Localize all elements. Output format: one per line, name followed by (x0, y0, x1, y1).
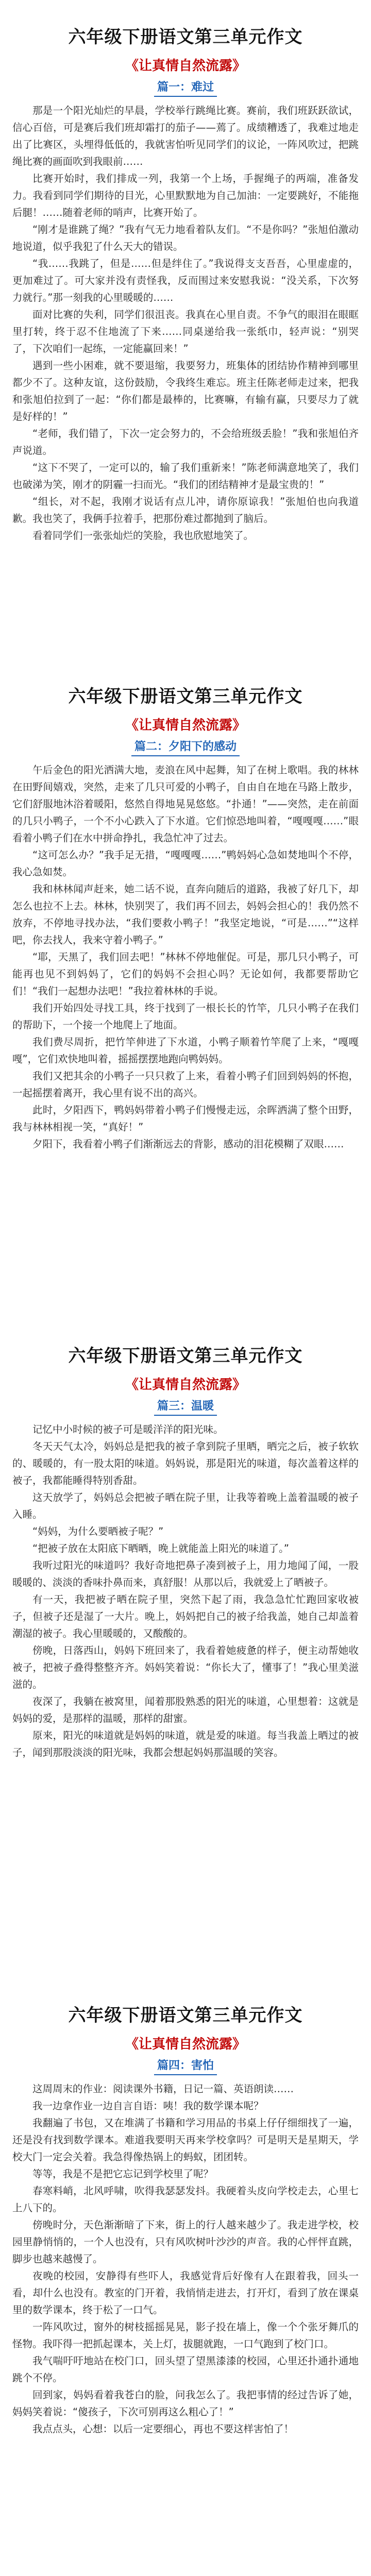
essay-paragraph: 我和林林闻声赶来，她二话不说，直奔向随后的道路，我被了好几下，却怎么也拉不上去。林林，快别哭了，我们再不回去，妈妈会担心的！我仍然不放弃，不停地寻找办法，“我们要救小鸭子！”我坚定地说，“可是……”“这样吧，你去找人，我来守着小鸭子。” (12, 883, 359, 946)
essay-paragraph: 我翻遍了书包，又在堆满了书籍和学习用品的书桌上仔仔细细找了一遍，还是没有找到数学课本。难道我要明天再来学校拿吗？可是明天是星期天，学校大门一定会关着。我急得像热锅上的蚂蚁，团团转。 (12, 2117, 359, 2163)
essay-paragraph: 回到家，妈妈看着我苍白的脸，问我怎么了。我把事情的经过告诉了她，妈妈笑着说：“傻孩子，下次可别再这么粗心了！” (12, 2389, 359, 2418)
essay-paragraph: 我气喘吁吁地站在校门口，回头望了望黑漆漆的校园，心里还扑通扑通地跳个不停。 (12, 2355, 359, 2384)
essay-paragraph: 夜晚的校园，安静得有些吓人，我感觉背后好像有人在跟着我，回头一看，却什么也没有。教室的门开着，我悄悄走进去，打开灯，看到了放在课桌里的数学课本，终于松了一口气。 (12, 2270, 359, 2316)
essay-paragraph: 此时，夕阳西下，鸭妈妈带着小鸭子们慢慢走远，余晖洒满了整个田野，我与林林相视一笑，“真好！” (12, 1104, 359, 1133)
essay-paragraph: 我听过阳光的味道吗？我好奇地把鼻子凑到被子上，用力地闻了闻，一股暖暖的、淡淡的香味扑鼻而来，真舒服！从那以后，我就爱上了晒被子。 (12, 1560, 359, 1588)
essay-subtitle: 篇一：难过 (154, 78, 217, 97)
essay-paragraph: 这天放学了，妈妈总会把被子晒在院子里，让我等着晚上盖着温暖的被子入睡。 (12, 1492, 359, 1520)
essay-paragraph: 那是一个阳光灿烂的早晨，学校举行跳绳比赛。赛前，我们班跃跃欲试，信心百倍，可是赛后我们班却霜打的茄子——蔫了。成绩糟透了，我难过地走出了比赛区，头埋得低低的，我就害怕听见同学们的议论，一阵风吹过，把跳绳比赛的画面吹到我眼前…… (12, 105, 359, 167)
essay-subtitle-wrap (12, 1397, 359, 1416)
essay-paragraph: 夜深了，我躺在被窝里，闻着那股熟悉的阳光的味道，心里想着：这就是妈妈的爱，是那样的温暖，那样的甜蜜。 (12, 1696, 359, 1724)
essay-paragraph: 原来，阳光的味道就是妈妈的味道，就是爱的味道。每当我盖上晒过的被子，闻到那股淡淡的阳光味，我都会想起妈妈那温暖的笑容。 (12, 1730, 359, 1758)
essay-title: 六年级下册语文第三单元作文 (68, 2005, 303, 2026)
essay-subtitle: 篇二：夕阳下的感动 (131, 738, 240, 756)
essay-paragraph: “这可怎么办？”我手足无措，“嘎嘎嘎……”鸭妈妈心急如焚地叫个不停，我心急如焚。 (12, 849, 359, 878)
essay-paragraph: 看着同学们一张张灿烂的笑脸，我也欣慰地笑了。 (32, 530, 254, 541)
essay-section (12, 675, 359, 1334)
essay-paragraph: 我们开始四处寻找工具，终于找到了一根长长的竹竿，几只小鸭子在我们的帮助下，一个接一个地爬上了地面。 (12, 1002, 359, 1031)
essay-paragraph: “我……我跳了，但是……但是绊住了。”我说得支支吾吾，心里虚虚的，更加难过了。可大家并没有责怪我，反而围过来安慰我说：“没关系，下次努力就行。”那一刻我的心里暖暖的…… (12, 258, 359, 303)
essay-paragraph: 冬天天气太冷，妈妈总是把我的被子拿到院子里晒，晒完之后，被子软软的、暖暖的，有一股太阳的味道。妈妈说，那是阳光的味道，每次盖着这样的被子，我都能睡得特别香甜。 (12, 1440, 359, 1486)
essay-paragraph: 春寒料峭，北风呼啸，吹得我瑟瑟发抖。我硬着头皮向学校走去，心里七上八下的。 (12, 2185, 359, 2214)
essay-paragraph: “耶，天黑了，我们回去吧！”林林不停地催促。可是，那几只小鸭子，可能再也见不到妈妈了，它们的妈妈不会担心吗？无论如何，我都要帮助它们！“我们一起想办法吧！”我拉着林林的手说。 (12, 951, 359, 997)
essay-paragraph: “组长，对不起，我刚才说话有点儿冲，请你原谅我！”张旭伯也向我道歉。我也笑了，我俩手拉着手，把那份难过都抛到了脑后。 (12, 496, 359, 524)
essay-paragraph: 面对比赛的失利，同学们很沮丧。我真在心里自责。不争气的眼泪在眼眶里打转，终于忍不住地流了下来……同桌递给我一张纸巾，轻声说：“别哭了，下次咱们一起练，一定能赢回来！” (12, 309, 359, 354)
essay-section (12, 15, 359, 675)
essay-paragraph: 记忆中小时候的被子可是暖洋洋的阳光味。 (32, 1423, 224, 1435)
essay-paragraph: “这下不哭了，一定可以的，输了我们重新来！”陈老师满意地笑了，我们也破涕为笑，刚才的阴霾一扫而光。“我们的团结精神才是最宝贵的！” (12, 462, 359, 490)
essay-paragraph: “把被子放在太阳底下晒晒，晚上就能盖上阳光的味道了。” (32, 1543, 289, 1554)
essay-theme: 《让真情自然流露》 (125, 1377, 246, 1393)
essay-theme: 《让真情自然流露》 (125, 58, 246, 74)
essay-paragraph: “老师，我们错了，下次一定会努力的，不会给班级丢脸！”我和张旭伯齐声说道。 (12, 428, 359, 456)
essay-theme: 《让真情自然流露》 (125, 718, 246, 733)
essay-section (12, 1994, 359, 2576)
essay-paragraph: 我们又把其余的小鸭子一只只救了上来，看着小鸭子们回到妈妈的怀抱，一起摇摆着离开，我心里有说不出的高兴。 (12, 1070, 359, 1099)
essay-paragraph: 我们费尽周折，把竹竿伸进了下水道，小鸭子顺着竹竿爬了上来，“嘎嘎嘎”，它们欢快地叫着，摇摇摆摆地跑向鸭妈妈。 (12, 1036, 359, 1065)
essay-paragraph: 比赛开始时，我们排成一列，我第一个上场，手握绳子的两端，准备发力。我看到同学们期待的目光，心里默默地为自己加油：一定要跳好，不能拖后腿！……随着老师的哨声，比赛开始了。 (12, 173, 359, 218)
essay-section (12, 1334, 359, 1994)
essay-subtitle-wrap (12, 2057, 359, 2075)
essay-paragraph: 傍晚时分，天色渐渐暗了下来，街上的行人越来越少了。我走进学校，校园里静悄悄的，一个人也没有，只有风吹树叶沙沙的声音。我的心怦怦直跳，脚步也越来越慢了。 (12, 2219, 359, 2265)
essay-paragraph: 这周周末的作业：阅读课外书籍，日记一篇、英语朗读…… (32, 2083, 294, 2095)
essay-paragraph: 我点点头，心想：以后一定要细心，再也不要这样害怕了！ (32, 2423, 294, 2435)
essay-paragraph: 午后金色的阳光洒满大地，麦浪在风中起舞，知了在树上歌唱。我的林林在田野间嬉戏，突然，走来了几只可爱的小鸭子，自由自在地在马路上散步，它们舒服地沐浴着暖阳，悠然自得地晃晃悠悠。“扑通！”——突然，走在前面的几只小鸭子，一个不小心跌入了下水道。它们惊恐地叫着，“嘎嘎嘎……”眼看着小鸭子们在水中拼命挣扎，我急忙冲了过去。 (12, 764, 359, 844)
essay-subtitle: 篇三：温暖 (154, 1397, 217, 1416)
essay-paragraph: 等等，我是不是把它忘记到学校里了呢？ (32, 2168, 214, 2180)
essay-paragraph: 遇到一些小困难，就不要退缩，我要努力，班集体的团结协作精神到哪里都少不了。这种友谊，这份鼓励，令我终生难忘。班主任陈老师走过来，把我和张旭伯拉到了一起：“你们都是最棒的，比赛嘛，有输有赢，只要尽力了就是好样的！” (12, 360, 359, 422)
essay-paragraph: “刚才是谁跳了绳？”我有气无力地看着队友们。“不是你吗？”张旭伯激动地说道，似乎我犯了什么天大的错误。 (12, 224, 359, 252)
essay-subtitle-wrap (12, 738, 359, 756)
essay-paragraph: 有一天，我把被子晒在院子里，突然下起了雨，我急急忙忙跑回家收被子，但被子还是湿了一大片。晚上，妈妈把自己的被子给我盖，她自己却盖着潮湿的被子。我心里暖暖的，又酸酸的。 (12, 1594, 359, 1639)
essay-subtitle: 篇四：害怕 (154, 2057, 217, 2075)
essay-title: 六年级下册语文第三单元作文 (68, 686, 303, 707)
essay-title: 六年级下册语文第三单元作文 (68, 1346, 303, 1366)
essay-paragraph: 傍晚，日落西山，妈妈下班回来了，我看着她疲惫的样子，便主动帮她收被子，把被子叠得整整齐齐。妈妈笑着说：“你长大了，懂事了！”我心里美滋滋的。 (12, 1645, 359, 1690)
essay-paragraph: 一阵风吹过，窗外的树枝摇摇晃晃，影子投在墙上，像一个个张牙舞爪的怪物。我吓得一把抓起课本，关上灯，拔腿就跑，一口气跑到了校门口。 (12, 2321, 359, 2350)
essay-paragraph: 我一边拿作业一边自言自语：咦！我的数学课本呢？ (32, 2100, 264, 2112)
essay-theme: 《让真情自然流露》 (125, 2037, 246, 2052)
essay-paragraph: “妈妈，为什么要晒被子呢？” (32, 1526, 164, 1537)
essay-paragraph: 夕阳下，我看着小鸭子们渐渐远去的背影，感动的泪花模糊了双眼…… (32, 1138, 344, 1150)
essay-title: 六年级下册语文第三单元作文 (68, 27, 303, 47)
essay-subtitle-wrap (12, 78, 359, 97)
